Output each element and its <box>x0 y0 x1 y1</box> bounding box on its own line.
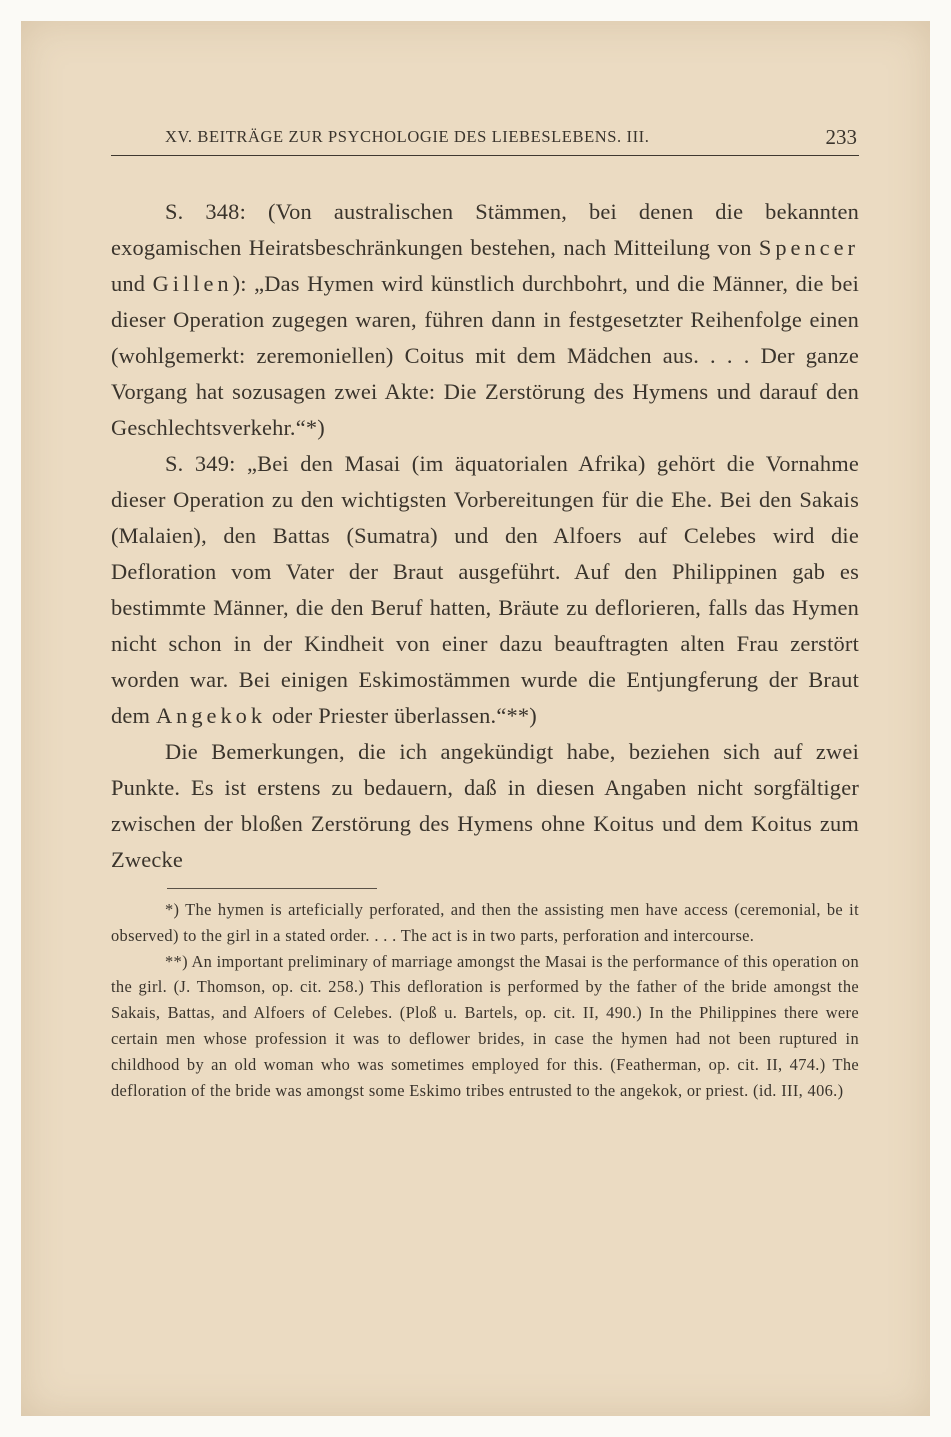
paragraph-1-text-a: S. 348: (Von australischen Stämmen, bei denen die bekannten exogamischen Heiratsbeschränkungen bestehen, nach Mitteilung von <box>111 199 859 260</box>
footnote-2: **) An important preliminary of marriage amongst the Masai is the performance of this operation on the girl. (J. Thomson, op. cit. 258.) This defloration is performed by the father of the bride amongst the Sakais, Battas, and Alfoers of Celebes. (Ploß u. Bartels, op. cit. II, 490.) In the Philippines there were certain men whose profession it was to deflower brides, in case the hymen had not been ruptured in childhood by an old woman who was sometimes employed for this. (Featherman, op. cit. II, 474.) The defloration of the bride was amongst some Eskimo tribes entrusted to the angekok, or priest. (id. III, 406.) <box>111 951 859 1100</box>
paragraph-1-text-b: und <box>111 271 153 296</box>
footnote-1: *) The hymen is arteficially perforated, and then the assisting men have access (ceremonial, be it observed) to the girl in a stated order. . . . The act is in two parts, perforation and intercourse. <box>111 900 859 945</box>
paragraph-2-text-a: S. 349: „Bei den Masai (im äquatorialen Afrika) gehört die Vornahme dieser Operation zu den wichtigsten Vorbereitungen für die Ehe. Bei den Sakais (Malaien), den Battas (Sumatra) und den Alfoers auf Celebes wird die Defloration vom Vater der Braut ausgeführt. Auf den Philippinen gab es bestimmte Männer, die den Beruf hatten, Bräute zu deflorieren, falls das Hymen nicht schon in der Kindheit von einer dazu beauftragten alten Frau zerstört worden war. Bei einigen Eskimostämmen wurde die Entjungferung der Braut dem <box>111 451 859 728</box>
author-name-spencer: Spencer <box>758 235 859 260</box>
page-header <box>111 125 859 156</box>
footnote-divider <box>167 888 377 889</box>
term-angekok: Angekok <box>155 703 267 728</box>
paragraph-1-text-c: ): „Das Hymen wird künstlich durchbohrt, und die Männer, die bei dieser Operation zugegen waren, führen dann in festgesetzter Reihenfolge einen (wohlgemerkt: zeremoniellen) Coitus mit dem Mädchen aus. . . . Der ganze Vorgang hat sozusagen zwei Akte: Die Zerstörung des Hymens und darauf den Geschlechtsverkehr.“*) <box>111 271 860 440</box>
running-title: XV. BEITRÄGE ZUR PSYCHOLOGIE DES LIEBESLEBENS. III. <box>165 127 650 146</box>
paragraph-1 <box>111 194 859 446</box>
scanned-page <box>21 21 930 1416</box>
page-number: 233 <box>825 125 857 149</box>
page-content <box>111 125 859 1103</box>
author-name-gillen: Gillen <box>152 271 233 296</box>
paragraph-2 <box>111 446 859 734</box>
paragraph-3: Die Bemerkungen, die ich angekündigt habe, beziehen sich auf zwei Punkte. Es ist erstens zu bedauern, daß in diesen Angaben nicht sorgfältiger zwischen der bloßen Zerstörung des Hymens ohne Koitus und dem Koitus zum Zwecke <box>111 739 859 872</box>
main-text <box>111 194 859 878</box>
footnotes <box>111 897 859 1103</box>
paragraph-2-text-b: oder Priester überlassen.“**) <box>266 703 537 728</box>
